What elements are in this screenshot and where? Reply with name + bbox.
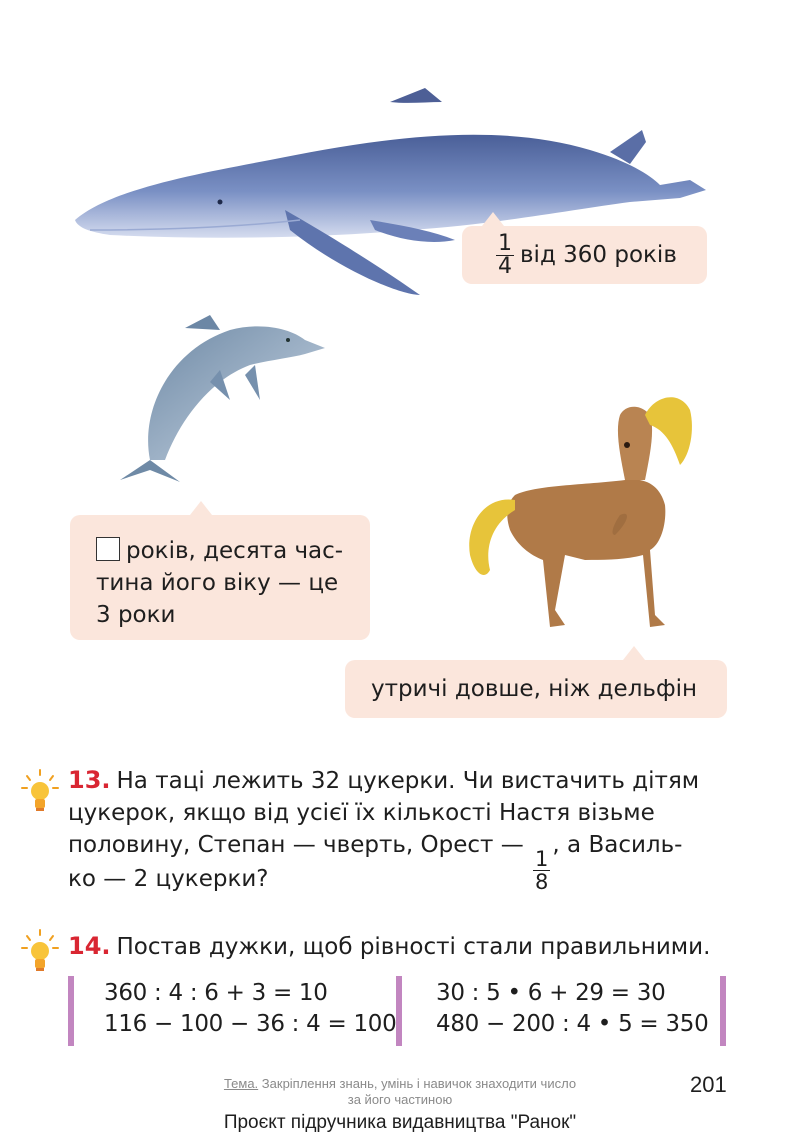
equation-left-1: 360 : 4 : 6 + 3 = 10 bbox=[104, 980, 328, 1006]
equation-divider-bar bbox=[396, 976, 402, 1046]
task-13-line1: На таці лежить 32 цукерки. Чи вистачить дітям bbox=[116, 768, 700, 794]
horse-speech-bubble bbox=[345, 660, 727, 718]
task-14-text: Постав дужки, щоб рівності стали правильними. bbox=[116, 934, 711, 960]
dolphin-speech-bubble bbox=[70, 515, 370, 640]
horse-illustration bbox=[455, 385, 700, 635]
task-14 bbox=[68, 930, 728, 963]
page-number: 201 bbox=[690, 1072, 727, 1097]
fraction-denominator: 4 bbox=[498, 253, 512, 279]
task-13-number: 13. bbox=[68, 766, 111, 794]
equation-left-2: 116 − 100 − 36 : 4 = 100 bbox=[104, 1011, 397, 1037]
horse-bubble-text: утричі довше, ніж дельфін bbox=[371, 676, 698, 702]
theme-label: Тема. bbox=[223, 1076, 259, 1091]
dolphin-bubble-line3: 3 роки bbox=[96, 602, 176, 628]
theme-text-1: Закріплення знань, умінь і навичок знаходити число bbox=[261, 1076, 577, 1091]
equation-divider-bar bbox=[68, 976, 74, 1046]
task-13-line2: цукерок, якщо від усієї їх кількості Настя візьме bbox=[68, 800, 655, 826]
dolphin-bubble-line2: тина його віку — це bbox=[96, 570, 339, 596]
dolphin-bubble-line1: років, десята час- bbox=[126, 538, 344, 564]
fraction-denominator: 8 bbox=[535, 870, 549, 894]
whale-bubble-text: від 360 років bbox=[520, 242, 677, 268]
task-13-line4: ко — 2 цукерки? bbox=[68, 866, 269, 892]
lightbulb-icon bbox=[20, 928, 60, 976]
task-13-line3b: , а Василь- bbox=[552, 832, 683, 858]
task-13 bbox=[68, 764, 728, 895]
fraction-one-eighth bbox=[533, 848, 550, 893]
blank-answer-box[interactable] bbox=[96, 537, 120, 561]
footer-theme bbox=[160, 1076, 640, 1108]
fraction-numerator: 1 bbox=[535, 847, 549, 871]
lightbulb-icon bbox=[20, 768, 60, 816]
theme-text-2: за його частиною bbox=[347, 1092, 453, 1107]
equation-right-2: 480 − 200 : 4 • 5 = 350 bbox=[436, 1011, 709, 1037]
dolphin-illustration bbox=[110, 310, 330, 485]
fraction-numerator: 1 bbox=[498, 230, 512, 256]
task-13-line3a: половину, Степан — чверть, Орест — bbox=[68, 832, 524, 858]
whale-speech-bubble bbox=[462, 226, 707, 284]
equation-divider-bar bbox=[720, 976, 726, 1046]
task-14-number: 14. bbox=[68, 932, 111, 960]
project-caption: Проєкт підручника видавництва "Ранок" bbox=[223, 1112, 577, 1133]
equation-right-1: 30 : 5 • 6 + 29 = 30 bbox=[436, 980, 666, 1006]
fraction-one-quarter bbox=[496, 230, 514, 279]
